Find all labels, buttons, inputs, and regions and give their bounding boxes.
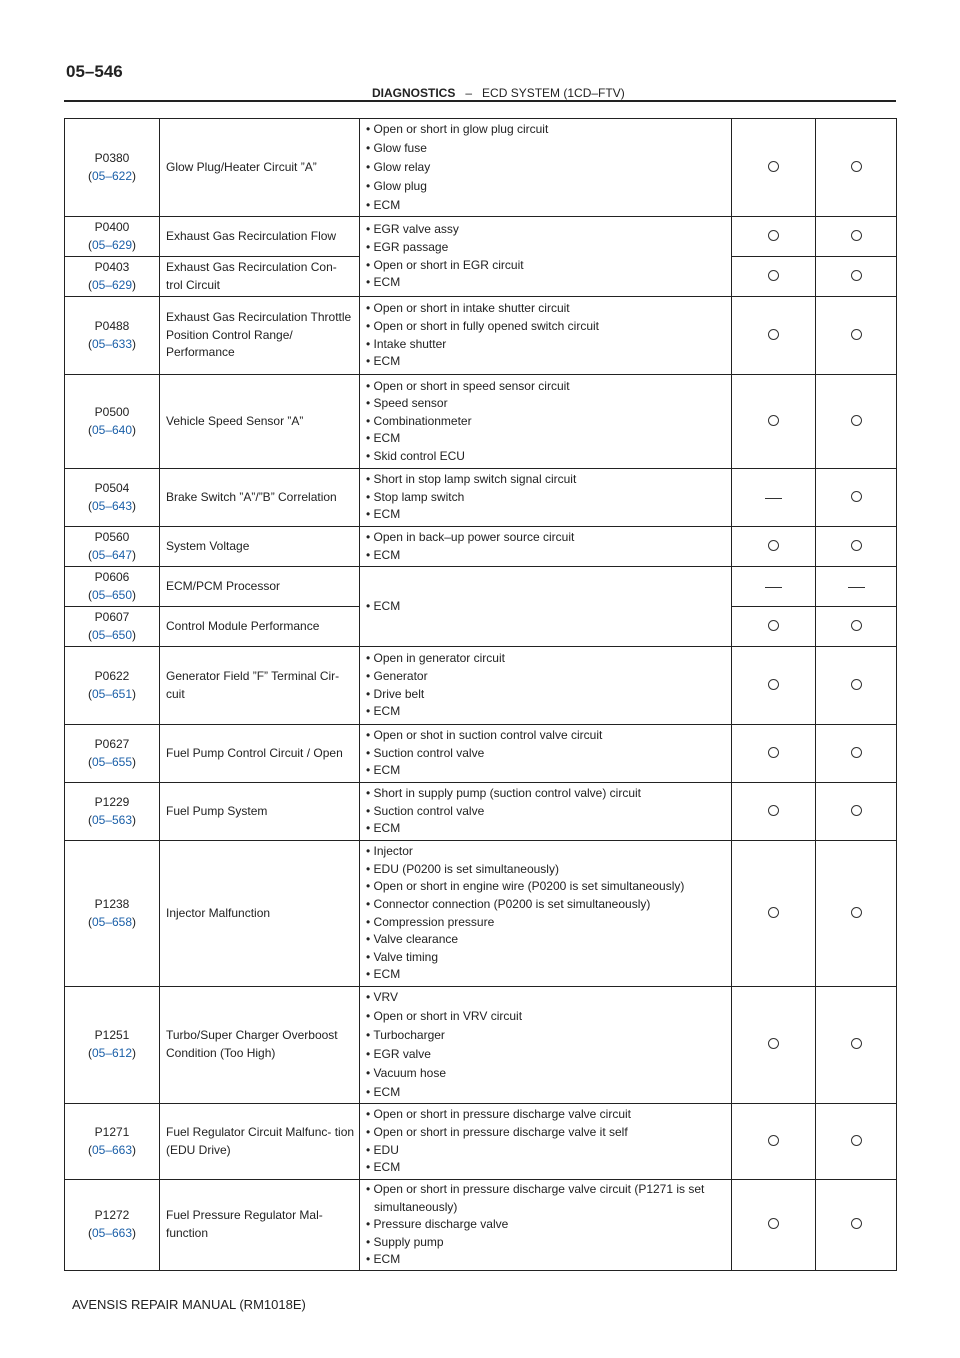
trouble-area-item: • EDU xyxy=(366,1142,731,1160)
header-separator: – xyxy=(465,86,473,100)
circle-mark-icon xyxy=(851,491,862,502)
trouble-area-item: • ECM xyxy=(366,430,731,448)
trouble-area xyxy=(360,841,732,987)
dtc-table xyxy=(64,118,897,1271)
ref-link[interactable]: 05–629 xyxy=(91,237,133,252)
circle-mark-icon xyxy=(768,270,779,281)
trouble-area-item: • ECM xyxy=(366,1251,731,1269)
dtc-code: P0560 xyxy=(94,529,130,544)
trouble-area-item: • Valve clearance xyxy=(366,931,731,949)
trouble-area-item: • Pressure discharge valve xyxy=(366,1216,731,1234)
trouble-area-item: • Open or short in intake shutter circuit xyxy=(366,300,731,318)
dtc-code-cell: P1251 (05–612) xyxy=(65,987,160,1104)
trouble-area-item: • ECM xyxy=(366,966,731,984)
trouble-area-item: • Compression pressure xyxy=(366,914,731,932)
dtc-code-cell: P1271 (05–663) xyxy=(65,1104,160,1180)
memory-cell xyxy=(816,375,897,469)
trouble-area xyxy=(360,647,732,725)
memory-cell xyxy=(816,987,897,1104)
dtc-code: P1272 xyxy=(94,1208,130,1223)
circle-mark-icon xyxy=(768,1038,779,1049)
trouble-area-item: • Open or short in glow plug circuit xyxy=(366,121,731,139)
dtc-code: P1271 xyxy=(94,1124,130,1139)
trouble-area-item: • EDU (P0200 is set simultaneously) xyxy=(366,861,731,879)
trouble-area-item: • Glow relay xyxy=(366,159,731,177)
trouble-area-item: • Speed sensor xyxy=(366,395,731,413)
dtc-code-cell: P1229 (05–563) xyxy=(65,783,160,841)
table-row xyxy=(65,119,897,217)
table-row xyxy=(65,783,897,841)
trouble-area xyxy=(360,375,732,469)
ref-link[interactable]: 05–663 xyxy=(91,1142,133,1157)
table-row xyxy=(65,987,897,1104)
circle-mark-icon xyxy=(768,907,779,918)
dash-mark-icon xyxy=(848,587,865,588)
trouble-area-item: • Generator xyxy=(366,668,731,686)
trouble-area-item: • Turbocharger xyxy=(366,1027,731,1045)
mil-cell xyxy=(732,297,816,375)
dtc-code-cell: P0488 (05–633) xyxy=(65,297,160,375)
header-rule xyxy=(64,100,896,102)
mil-cell xyxy=(732,257,816,297)
dtc-code-cell: P1238 (05–658) xyxy=(65,841,160,987)
detection-item: Turbo/Super Charger Overboost Condition (Too High) xyxy=(160,987,360,1104)
trouble-area xyxy=(360,567,732,647)
memory-cell xyxy=(816,647,897,725)
dtc-code: P0606 xyxy=(94,569,130,584)
dtc-code-cell: P0560 (05–647) xyxy=(65,527,160,567)
circle-mark-icon xyxy=(851,907,862,918)
circle-mark-icon xyxy=(768,1218,779,1229)
memory-cell xyxy=(816,1104,897,1180)
detection-item: Fuel Pump Control Circuit / Open xyxy=(160,725,360,783)
trouble-area-item: • Suction control valve xyxy=(366,803,731,821)
mil-cell xyxy=(732,1180,816,1271)
ref-link[interactable]: 05–633 xyxy=(91,336,133,351)
circle-mark-icon xyxy=(768,540,779,551)
dash-mark-icon xyxy=(765,498,782,499)
trouble-area-item: • Open or short in EGR circuit xyxy=(366,257,731,275)
trouble-area-item: • ECM xyxy=(366,506,731,524)
dtc-code-cell: P0607 (05–650) xyxy=(65,607,160,647)
trouble-area xyxy=(360,725,732,783)
trouble-area xyxy=(360,1180,732,1271)
memory-cell xyxy=(816,1180,897,1271)
detection-item: Fuel Regulator Circuit Malfunc- tion (EDU Drive) xyxy=(160,1104,360,1180)
dtc-code-cell: P0403 (05–629) xyxy=(65,257,160,297)
trouble-area-item: • Skid control ECU xyxy=(366,448,731,466)
trouble-area-item: • Supply pump xyxy=(366,1234,731,1252)
trouble-area-item: • Stop lamp switch xyxy=(366,489,731,507)
circle-mark-icon xyxy=(768,415,779,426)
dtc-code: P0403 xyxy=(94,259,130,274)
trouble-area-item: • Open or short in speed sensor circuit xyxy=(366,378,731,396)
mil-cell xyxy=(732,1104,816,1180)
circle-mark-icon xyxy=(768,805,779,816)
dtc-code: P1229 xyxy=(94,794,130,809)
table-row xyxy=(65,469,897,527)
trouble-area-item: • Open or shot in suction control valve circuit xyxy=(366,727,731,745)
header-section: DIAGNOSTICS xyxy=(372,86,456,100)
circle-mark-icon xyxy=(768,1135,779,1146)
trouble-area-item: • Connector connection (P0200 is set simultaneously) xyxy=(366,896,731,914)
memory-cell xyxy=(816,119,897,217)
trouble-area-item: • ECM xyxy=(366,353,731,371)
ref-link[interactable]: 05–650 xyxy=(91,587,133,602)
dash-mark-icon xyxy=(765,587,782,588)
trouble-area xyxy=(360,297,732,375)
mil-cell xyxy=(732,217,816,257)
memory-cell xyxy=(816,607,897,647)
trouble-area-item: • Glow plug xyxy=(366,178,731,196)
circle-mark-icon xyxy=(851,747,862,758)
trouble-area-item: • Open in back–up power source circuit xyxy=(366,529,731,547)
mil-cell xyxy=(732,725,816,783)
memory-cell xyxy=(816,217,897,257)
trouble-area-item: • VRV xyxy=(366,989,731,1007)
trouble-area-item: • ECM xyxy=(366,598,731,616)
circle-mark-icon xyxy=(851,161,862,172)
circle-mark-icon xyxy=(768,329,779,340)
detection-item: Exhaust Gas Recirculation Con- trol Circuit xyxy=(160,257,360,297)
circle-mark-icon xyxy=(768,620,779,631)
detection-item: System Voltage xyxy=(160,527,360,567)
table-row xyxy=(65,297,897,375)
dtc-code-cell: P0500 (05–640) xyxy=(65,375,160,469)
memory-cell xyxy=(816,297,897,375)
ref-link[interactable]: 05–647 xyxy=(91,547,133,562)
trouble-area-item: • Drive belt xyxy=(366,686,731,704)
trouble-area-item: • ECM xyxy=(366,703,731,721)
memory-cell xyxy=(816,567,897,607)
table-row xyxy=(65,217,897,257)
trouble-area-item: • EGR valve xyxy=(366,1046,731,1064)
table-row xyxy=(65,647,897,725)
mil-cell xyxy=(732,783,816,841)
trouble-area-item: • ECM xyxy=(366,547,731,565)
trouble-area xyxy=(360,1104,732,1180)
table-row xyxy=(65,375,897,469)
trouble-area-item: • Injector xyxy=(366,843,731,861)
trouble-area-item: • Open in generator circuit xyxy=(366,650,731,668)
ref-link[interactable]: 05–658 xyxy=(91,914,133,929)
detection-item: ECM/PCM Processor xyxy=(160,567,360,607)
trouble-area-item: • Glow fuse xyxy=(366,140,731,158)
circle-mark-icon xyxy=(851,679,862,690)
circle-mark-icon xyxy=(851,1038,862,1049)
trouble-area-item: • Open or short in pressure discharge valve circuit xyxy=(366,1106,731,1124)
dtc-code: P0400 xyxy=(94,219,130,234)
trouble-area-item: • ECM xyxy=(366,762,731,780)
trouble-area-item: • Short in supply pump (suction control valve) circuit xyxy=(366,785,731,803)
dtc-code-cell: P0504 (05–643) xyxy=(65,469,160,527)
ref-link[interactable]: 05–622 xyxy=(91,168,133,183)
circle-mark-icon xyxy=(768,161,779,172)
ref-link[interactable]: 05–563 xyxy=(91,812,133,827)
trouble-area-item: • Suction control valve xyxy=(366,745,731,763)
table-row xyxy=(65,567,897,607)
ref-link[interactable]: 05–612 xyxy=(91,1046,133,1061)
trouble-area-item: • ECM xyxy=(366,820,731,838)
trouble-area xyxy=(360,217,732,297)
dtc-code: P0504 xyxy=(94,480,130,495)
ref-link[interactable]: 05–650 xyxy=(91,627,133,642)
trouble-area-item: • Open or short in VRV circuit xyxy=(366,1008,731,1026)
ref-link[interactable]: 05–655 xyxy=(91,754,133,769)
circle-mark-icon xyxy=(768,230,779,241)
circle-mark-icon xyxy=(768,747,779,758)
trouble-area xyxy=(360,469,732,527)
table-row xyxy=(65,841,897,987)
trouble-area-item: • Intake shutter xyxy=(366,336,731,354)
memory-cell xyxy=(816,257,897,297)
detection-item: Exhaust Gas Recirculation Flow xyxy=(160,217,360,257)
ref-link[interactable]: 05–629 xyxy=(91,277,133,292)
trouble-area-item: • Short in stop lamp switch signal circuit xyxy=(366,471,731,489)
trouble-area-item: • ECM xyxy=(366,274,731,292)
trouble-area-item: • Open or short in pressure discharge valve it self xyxy=(366,1124,731,1142)
circle-mark-icon xyxy=(851,415,862,426)
mil-cell xyxy=(732,567,816,607)
detection-item: Exhaust Gas Recirculation Throttle Position Control Range/ Performance xyxy=(160,297,360,375)
dtc-code-cell: P0380 (05–622) xyxy=(65,119,160,217)
detection-item: Vehicle Speed Sensor ”A” xyxy=(160,375,360,469)
circle-mark-icon xyxy=(851,329,862,340)
ref-link[interactable]: 05–640 xyxy=(91,422,133,437)
trouble-area-item: • Open or short in fully opened switch circuit xyxy=(366,318,731,336)
detection-item: Fuel Pressure Regulator Mal- function xyxy=(160,1180,360,1271)
header-subsection: ECD SYSTEM (1CD–FTV) xyxy=(482,86,625,100)
memory-cell xyxy=(816,469,897,527)
dtc-code-cell: P0606 (05–650) xyxy=(65,567,160,607)
detection-item: Injector Malfunction xyxy=(160,841,360,987)
table-row xyxy=(65,725,897,783)
mil-cell xyxy=(732,647,816,725)
circle-mark-icon xyxy=(851,540,862,551)
dtc-code-cell: P1272 (05–663) xyxy=(65,1180,160,1271)
mil-cell xyxy=(732,375,816,469)
circle-mark-icon xyxy=(851,620,862,631)
dtc-code-cell: P0400 (05–629) xyxy=(65,217,160,257)
memory-cell xyxy=(816,725,897,783)
trouble-area-item: • Combinationmeter xyxy=(366,413,731,431)
detection-item: Brake Switch ”A”/”B” Correlation xyxy=(160,469,360,527)
mil-cell xyxy=(732,119,816,217)
detection-item: Generator Field ”F” Terminal Cir- cuit xyxy=(160,647,360,725)
mil-cell xyxy=(732,469,816,527)
dtc-code: P1251 xyxy=(94,1028,130,1043)
trouble-area xyxy=(360,119,732,217)
mil-cell xyxy=(732,987,816,1104)
trouble-area-item: • Open or short in pressure discharge valve circuit (P1271 is set simultaneously) xyxy=(366,1181,731,1216)
mil-cell xyxy=(732,607,816,647)
ref-link[interactable]: 05–663 xyxy=(91,1226,133,1241)
circle-mark-icon xyxy=(851,805,862,816)
dtc-code: P1238 xyxy=(94,896,130,911)
mil-cell xyxy=(732,527,816,567)
trouble-area-item: • Open or short in engine wire (P0200 is set simultaneously) xyxy=(366,878,731,896)
dtc-code: P0380 xyxy=(94,150,130,165)
dtc-code: P0627 xyxy=(94,736,130,751)
trouble-area-item: • Vacuum hose xyxy=(366,1065,731,1083)
trouble-area-item: • EGR passage xyxy=(366,239,731,257)
ref-link[interactable]: 05–651 xyxy=(91,686,133,701)
table-row xyxy=(65,1104,897,1180)
trouble-area xyxy=(360,527,732,567)
trouble-area xyxy=(360,987,732,1104)
circle-mark-icon xyxy=(851,1135,862,1146)
dtc-code: P0488 xyxy=(94,318,130,333)
dtc-code-cell: P0622 (05–651) xyxy=(65,647,160,725)
trouble-area-item: • ECM xyxy=(366,1159,731,1177)
trouble-area-item: • EGR valve assy xyxy=(366,221,731,239)
dtc-code-cell: P0627 (05–655) xyxy=(65,725,160,783)
memory-cell xyxy=(816,783,897,841)
memory-cell xyxy=(816,527,897,567)
dtc-code: P0622 xyxy=(94,668,130,683)
table-row xyxy=(65,1180,897,1271)
circle-mark-icon xyxy=(768,679,779,690)
dtc-code: P0607 xyxy=(94,609,130,624)
ref-link[interactable]: 05–643 xyxy=(91,498,133,513)
footer: AVENSIS REPAIR MANUAL (RM1018E) xyxy=(72,1297,306,1312)
page-header xyxy=(372,86,625,100)
trouble-area xyxy=(360,783,732,841)
page-number: 05–546 xyxy=(66,62,123,81)
detection-item: Control Module Performance xyxy=(160,607,360,647)
circle-mark-icon xyxy=(851,1218,862,1229)
circle-mark-icon xyxy=(851,230,862,241)
circle-mark-icon xyxy=(851,270,862,281)
trouble-area-item: • ECM xyxy=(366,197,731,215)
detection-item: Glow Plug/Heater Circuit ”A” xyxy=(160,119,360,217)
table-row xyxy=(65,527,897,567)
dtc-code: P0500 xyxy=(94,404,130,419)
memory-cell xyxy=(816,841,897,987)
trouble-area-item: • ECM xyxy=(366,1084,731,1102)
mil-cell xyxy=(732,841,816,987)
detection-item: Fuel Pump System xyxy=(160,783,360,841)
trouble-area-item: • Valve timing xyxy=(366,949,731,967)
